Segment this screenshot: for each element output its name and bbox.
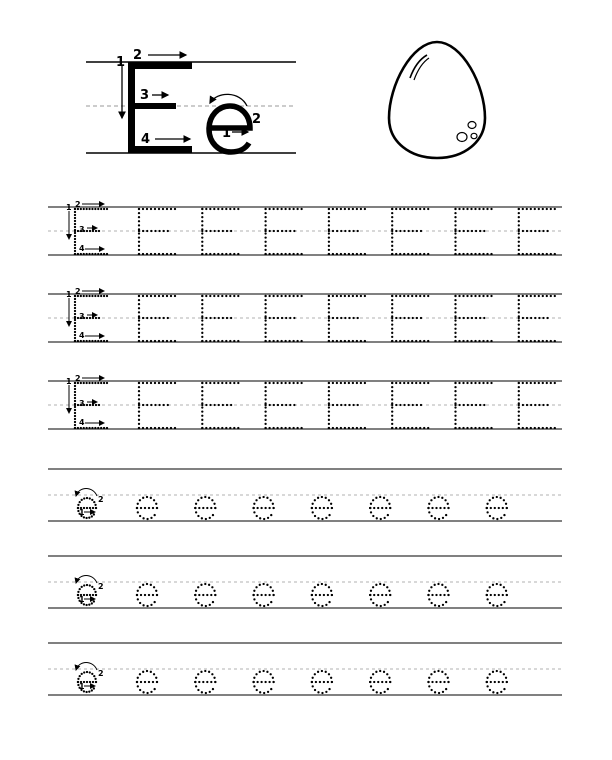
lowercase-row-3-tracing-letter-6	[427, 670, 449, 694]
lowercase-row-3-tracing-letter-5	[369, 670, 391, 694]
lowercase-row-1-tracing-letter-2	[194, 496, 216, 520]
uppercase-stroke-number-2: 2	[133, 48, 143, 63]
uppercase-row-2-tracing-letter-1	[138, 295, 176, 342]
uppercase-row-1-tracing-letter-1	[138, 208, 176, 255]
lowercase-row-3-tracing-letter-3	[252, 670, 274, 694]
lowercase-row-2-tracing-letter-6	[427, 583, 449, 607]
uppercase-row-1-tracing-letter-2	[201, 208, 239, 255]
header-example	[86, 42, 485, 158]
uppercase-row-1-tracing-letter-6	[454, 208, 492, 255]
uppercase-row-1-tracing-letter-5	[391, 208, 429, 255]
lowercase-stroke-number-2: 2	[252, 112, 262, 127]
lowercase-row-2-stroke-number-2: 2	[98, 582, 104, 591]
lowercase-row-1-tracing-letter-6	[427, 496, 449, 520]
lowercase-row-2-tracing-letter-3	[252, 583, 274, 607]
uppercase-row-3-stroke-number-3: 3	[79, 399, 85, 408]
uppercase-row-2-stroke-number-2: 2	[75, 287, 81, 296]
uppercase-row-1-starter-letter	[66, 200, 108, 255]
uppercase-row-3-tracing-letter-5	[391, 382, 429, 429]
uppercase-row-3-stroke-number-4: 4	[79, 418, 85, 427]
uppercase-row-2-stroke-number-1: 1	[66, 290, 72, 299]
uppercase-row-2-tracing-letter-4	[328, 295, 366, 342]
lowercase-row-1-stroke-number-2: 2	[98, 495, 104, 504]
uppercase-row-3-tracing-letter-4	[328, 382, 366, 429]
uppercase-row-3-tracing-letter-3	[264, 382, 302, 429]
lowercase-row-3-stroke-number-2: 2	[98, 669, 104, 678]
lowercase-row-1-stroke-number-1: 1	[79, 508, 85, 517]
uppercase-row-2-stroke-number-3: 3	[79, 312, 85, 321]
lowercase-row-3-starter-letter	[76, 663, 104, 694]
lowercase-row-1-tracing-letter-7	[486, 496, 508, 520]
lowercase-row-2-tracing-letter-4	[311, 583, 333, 607]
uppercase-row-1-stroke-number-3: 3	[79, 225, 85, 234]
lowercase-row-2-tracing-letter-2	[194, 583, 216, 607]
lowercase-row-3-tracing-letter-2	[194, 670, 216, 694]
uppercase-row-2-starter-letter	[66, 287, 108, 342]
lowercase-row-1-tracing-letter-3	[252, 496, 274, 520]
uppercase-row-3-starter-letter	[66, 374, 108, 429]
uppercase-row-3-tracing-letter-6	[454, 382, 492, 429]
lowercase-row-3-tracing-letter-4	[311, 670, 333, 694]
lowercase-row-2-stroke-number-1: 1	[79, 595, 85, 604]
egg-icon	[389, 42, 485, 158]
uppercase-row-1-tracing-letter-4	[328, 208, 366, 255]
lowercase-row-3-tracing-letter-7	[486, 670, 508, 694]
uppercase-row-1-tracing-letter-3	[264, 208, 302, 255]
lowercase-row-3-tracing-letter-1	[136, 670, 158, 694]
uppercase-row-2-tracing-letter-3	[264, 295, 302, 342]
lowercase-row-1-starter-letter	[76, 489, 104, 520]
lowercase-row-2-tracing-letter-5	[369, 583, 391, 607]
uppercase-row-2-stroke-number-4: 4	[79, 331, 85, 340]
lowercase-stroke-number-1: 1	[222, 126, 232, 141]
uppercase-row-2-tracing-letter-6	[454, 295, 492, 342]
uppercase-row-3-stroke-number-2: 2	[75, 374, 81, 383]
uppercase-row-3-stroke-number-1: 1	[66, 377, 72, 386]
lowercase-row-3-guide-lines	[48, 643, 562, 695]
uppercase-row-1-stroke-number-4: 4	[79, 244, 85, 253]
practice-area	[48, 200, 562, 695]
lowercase-row-2-tracing-letter-1	[136, 583, 158, 607]
uppercase-row-2-tracing-letter-2	[201, 295, 239, 342]
uppercase-row-1-stroke-number-1: 1	[66, 203, 72, 212]
lowercase-row-3-stroke-number-1: 1	[79, 682, 85, 691]
lowercase-row-2-starter-letter	[76, 576, 104, 607]
uppercase-stroke-number-3: 3	[140, 88, 150, 103]
uppercase-row-2-tracing-letter-5	[391, 295, 429, 342]
uppercase-row-3-tracing-letter-1	[138, 382, 176, 429]
uppercase-row-1-stroke-number-2: 2	[75, 200, 81, 209]
uppercase-row-1-tracing-letter-7	[518, 208, 556, 255]
uppercase-stroke-number-4: 4	[141, 132, 151, 147]
lowercase-row-1-guide-lines	[48, 469, 562, 521]
uppercase-row-3-tracing-letter-7	[518, 382, 556, 429]
lowercase-row-1-tracing-letter-1	[136, 496, 158, 520]
uppercase-row-2-tracing-letter-7	[518, 295, 556, 342]
lowercase-row-2-guide-lines	[48, 556, 562, 608]
uppercase-row-3-tracing-letter-2	[201, 382, 239, 429]
lowercase-row-1-tracing-letter-4	[311, 496, 333, 520]
lowercase-row-2-tracing-letter-7	[486, 583, 508, 607]
uppercase-stroke-number-1: 1	[116, 55, 126, 70]
lowercase-row-1-tracing-letter-5	[369, 496, 391, 520]
